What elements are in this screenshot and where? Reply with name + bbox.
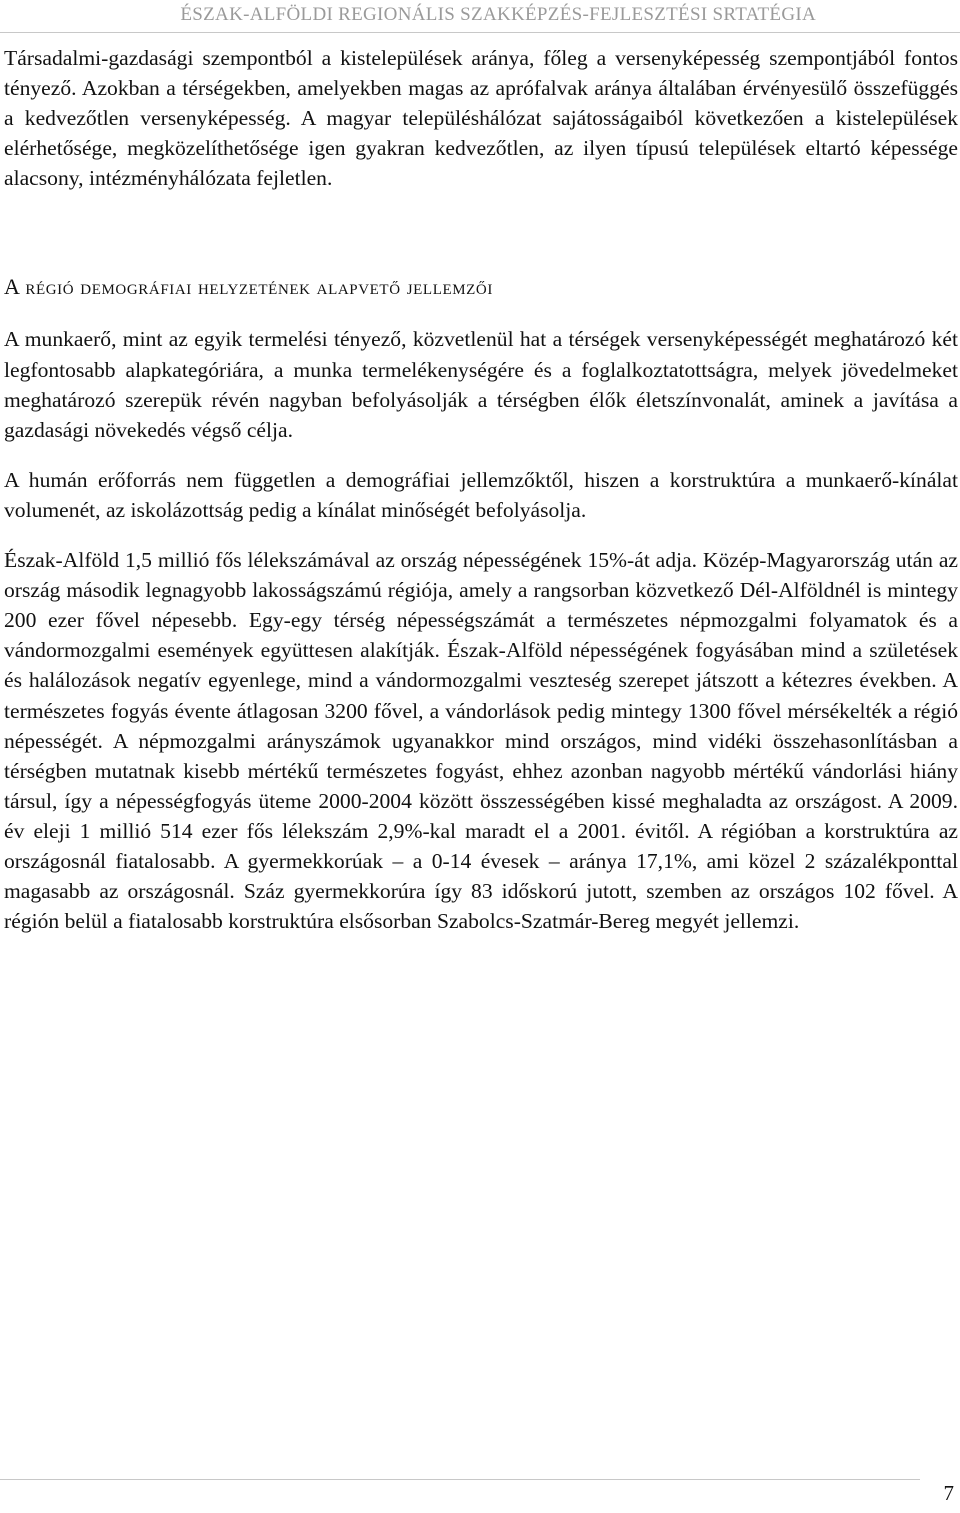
page-number: 7: [943, 1481, 954, 1505]
paragraph-population: Észak-Alföld 1,5 millió fős lélekszámával az ország népességének 15%-át adja. Közép-Magyarország után az ország második legnagyobb lakosságszámú régiója, amely a rangsorban közvetkező Dél-Alföldnél is mintegy 200 ezer fővel népesebb. Egy-egy térség népességszámát a természetes népmozgalmi folyamatok és a vándormozgalmi események együttesen alakítják. Észak-Alföld népességének fogyásában mind a születések és halálozások negatív egyenlege, mind a vándormozgalmi veszteség szerepet játszott a kétezres években. A természetes fogyás évente átlagosan 3200 fővel, a vándorlások pedig mintegy 1300 fővel mérsékelték a régió népességét. A népmozgalmi arányszámok ugyanakkor mind országos, mind vidéki összehasonlításban a térségben mutatnak kisebb mértékű természetes fogyást, ehhez azonban nagyobb mértékű vándorlási hiány társul, így a népességfogyás üteme 2000-2004 között összességében kissé meghaladta az országost. A 2009. év eleji 1 millió 514 ezer fős lélekszám 2,9%-kal maradt el a 2001. évitől. A régióban a korstruktúra az országosnál fiatalosabb. A gyermekkorúak – a 0-14 évesek – aránya 17,1%, ami közel 2 százalékponttal magasabb az országosnál. Száz gyermekkorúra így 83 időskorú jutott, szemben az országos 102 fővel. A régión belül a fiatalosabb korstruktúra elsősorban Szabolcs-Szatmár-Bereg megyét jellemzi.: [4, 548, 958, 934]
section-heading: A régió demográfiai helyzetének alapvető jellemzői: [4, 274, 493, 300]
paragraph-labour-force: A munkaerő, mint az egyik termelési tényező, közvetlenül hat a térségek versenyképességét meghatározó két legfontosabb alapkategóriára, a munka termelékenységére és a foglalkoztatottságra, melyek jövedelmeket meghatározó szerepük révén nagyban befolyásolják a térségben élők életszínvonalát, aminek a javítása a gazdasági növekedés végső célja.: [4, 327, 958, 442]
running-header-title: ÉSZAK-ALFÖLDI REGIONÁLIS SZAKKÉPZÉS-FEJLESZTÉSI SRTATÉGIA: [180, 4, 816, 25]
intro-paragraph: Társadalmi-gazdasági szempontból a kistelepülések aránya, főleg a versenyképesség szempontjából fontos tényező. Azokban a térségekben, amelyekben magas az aprófalvak aránya általában érvényesülő összefüggés a kedvezőtlen versenyképesség. A magyar településhálózat sajátosságaiból következően a kistelepülések elérhetősége, megközelíthetősége igen gyakran kedvezőtlen, az ilyen típusú települések eltartó képessége alacsony, intézményhálózata fejletlen.: [4, 46, 958, 191]
footer-divider: [0, 1479, 920, 1480]
page-body: [4, 43, 958, 936]
header-divider: [0, 32, 960, 33]
paragraph-human-resources: A humán erőforrás nem független a demográfiai jellemzőktől, hiszen a korstruktúra a munkaerő-kínálat volumenét, az iskolázottság pedig a kínálat minőségét befolyásolja.: [4, 467, 958, 522]
